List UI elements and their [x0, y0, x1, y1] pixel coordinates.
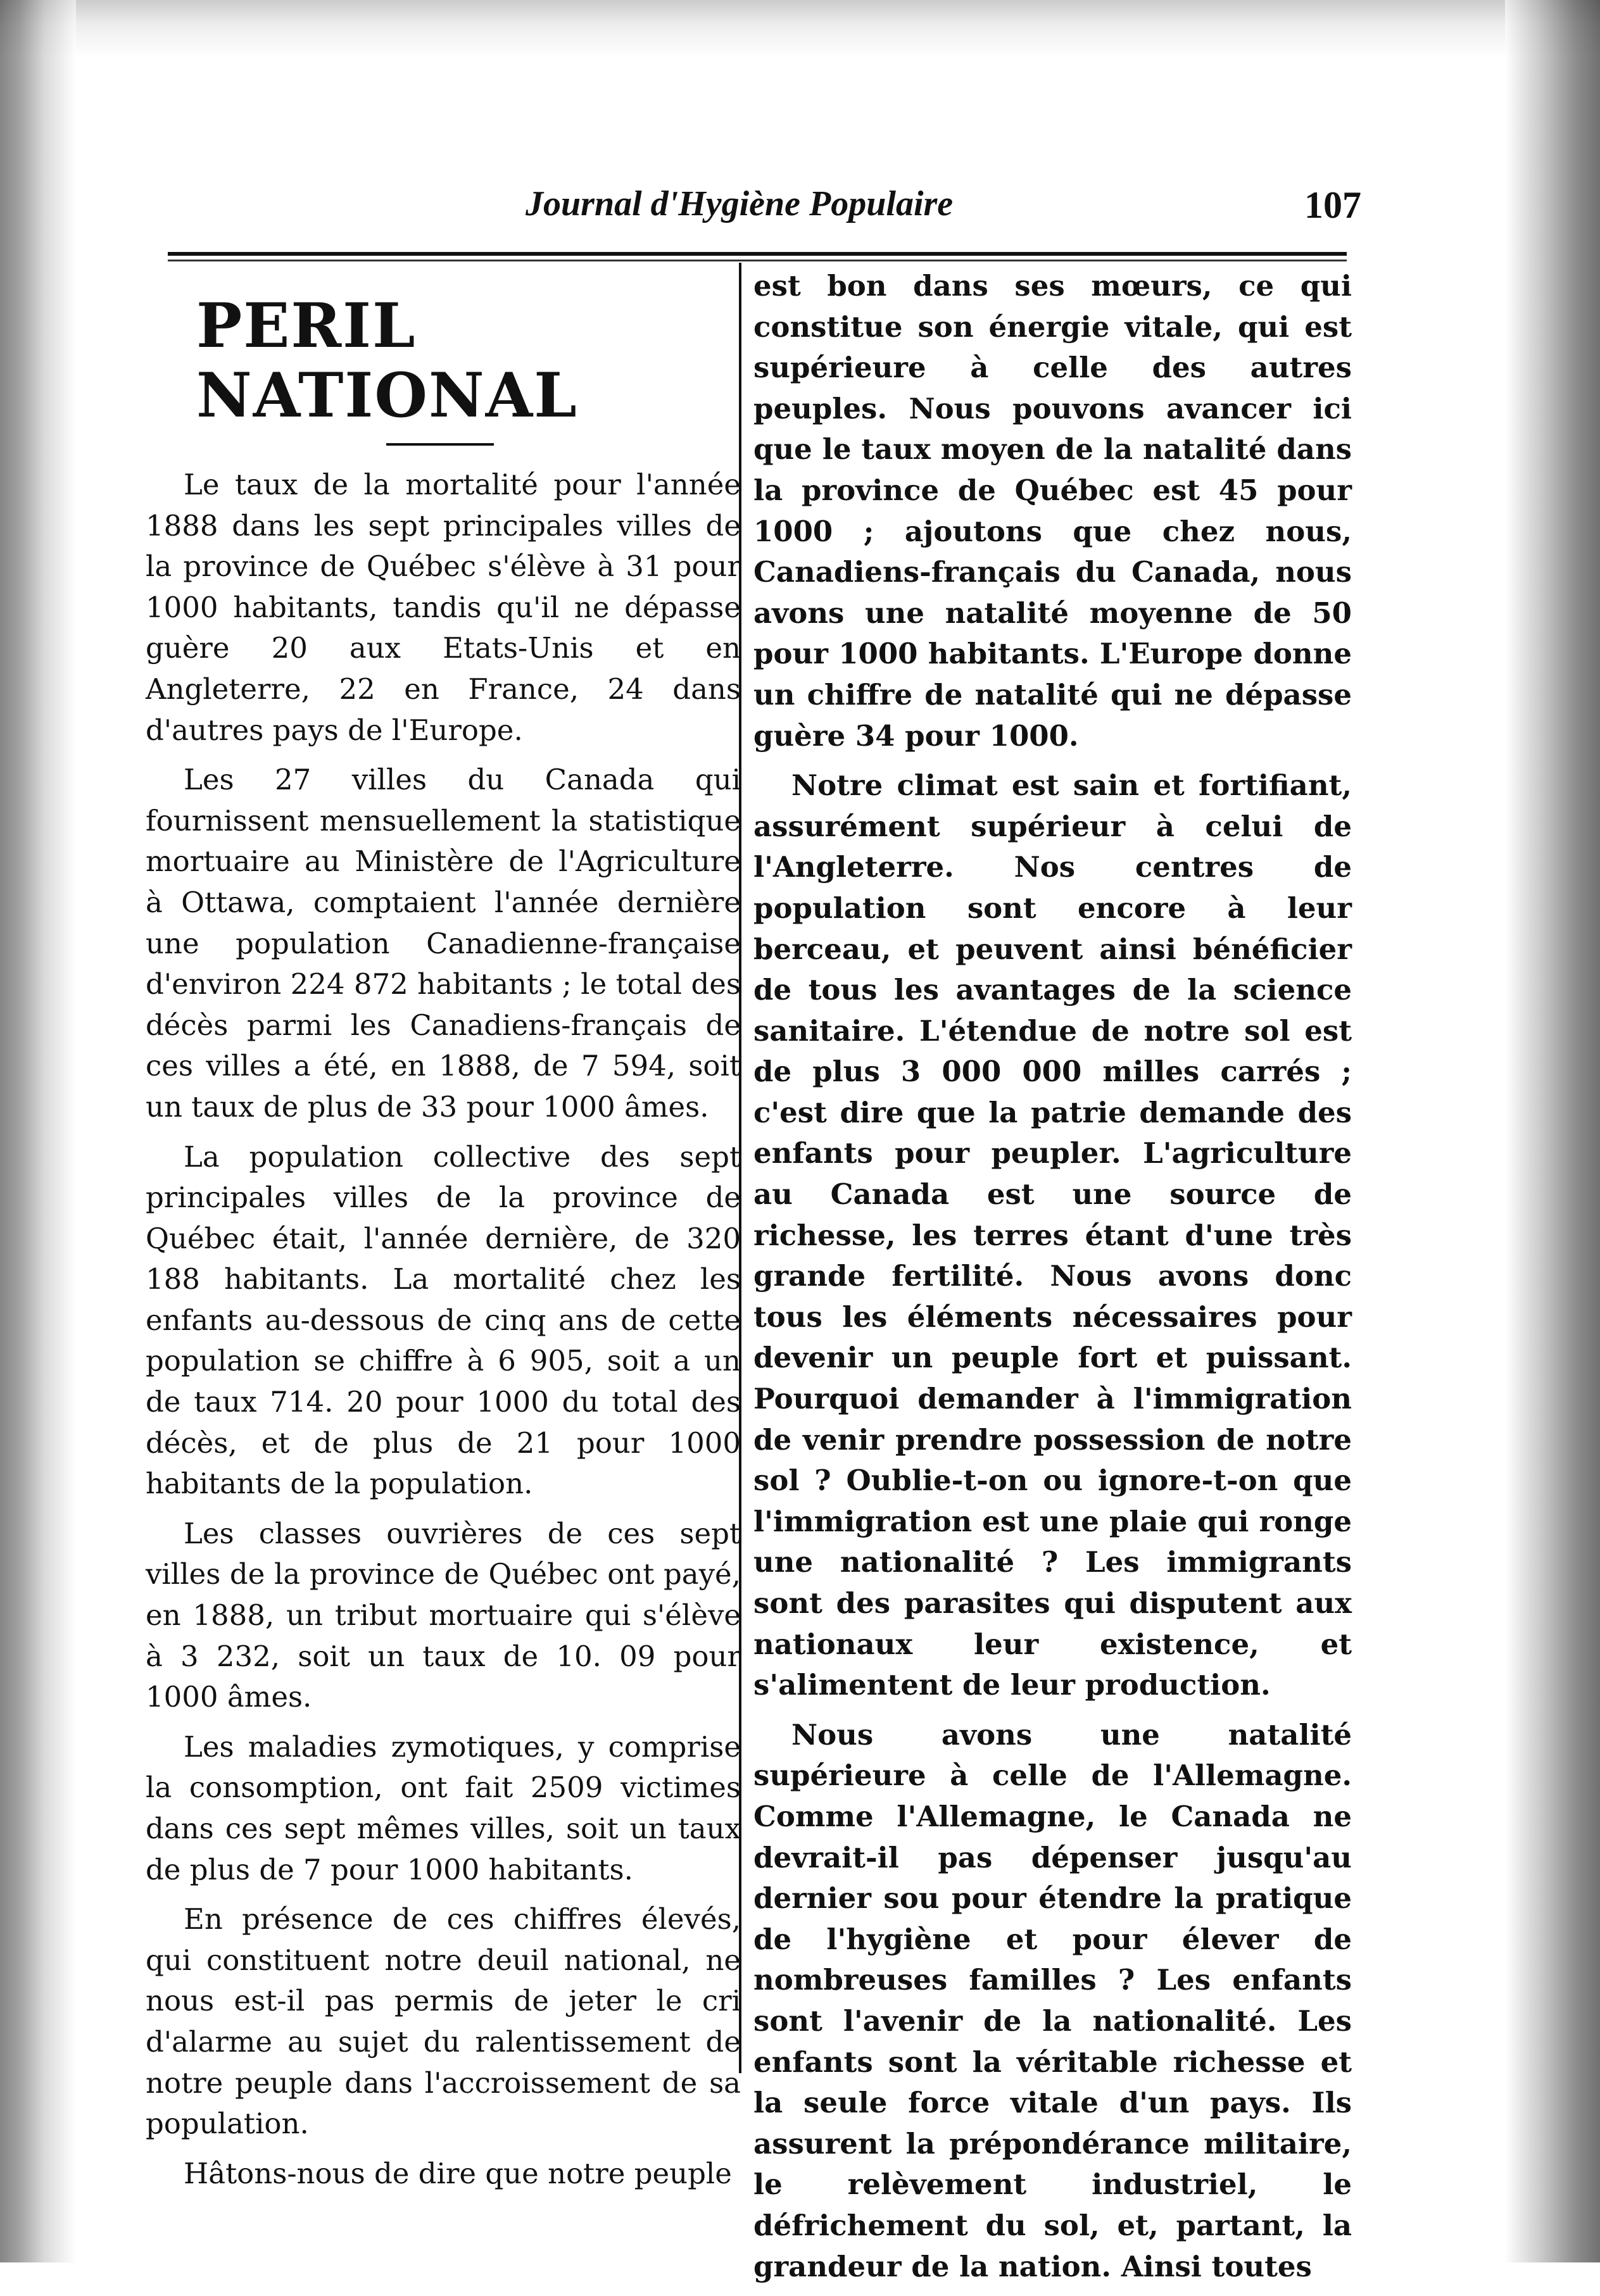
- header-rule-thin: [168, 260, 1347, 261]
- paragraph: Notre climat est sain et fortifiant, assurément supérieur à celui de l'Angleterre. Nos centres de population sont encore à leur berceau, et peuvent ainsi bénéficier de tous les avantages de la science sanitaire. L'étendue de notre sol est de plus 3 000 000 milles carrés ; c'est dire que la patrie demande des enfants pour peupler. L'agriculture au Canada est une source de richesse, les terres étant d'une très grande fertilité. Nous avons donc tous les éléments nécessaires pour devenir un peuple fort et puissant. Pourquoi demander à l'immigration de venir prendre possession de notre sol ? Oublie-t-on ou ignore-t-on que l'immigration est une plaie qui ronge une nationalité ? Les immigrants sont des parasites qui disputent aux nationaux leur existence, et s'alimentent de leur production.: [753, 768, 1352, 1702]
- scan-edge-left: [0, 0, 76, 2262]
- title-rule: [386, 443, 494, 446]
- scan-edge-right: [1505, 0, 1600, 2262]
- paragraph: est bon dans ses mœurs, ce qui constitue son énergie vitale, qui est supérieure à celle des autres peuples. Nous pouvons avancer ici que le taux moyen de la natalité dans la province de Québec est 45 pour 1000 ; ajoutons que chez nous, Canadiens-français du Canada, nous avons une natalité moyenne de 50 pour 1000 habitants. L'Europe donne un chiffre de natalité qui ne dépasse guère 34 pour 1000.: [753, 269, 1352, 753]
- paragraph: En présence de ces chiffres élevés, qui constituent notre deuil national, ne nous est-il pas permis de jeter le cri d'alarme au sujet du ralentissement de notre peuple dans l'accroissement de sa population.: [146, 1902, 741, 2141]
- left-column: [146, 266, 741, 2203]
- scan-edge-top: [0, 0, 1600, 57]
- page-number: 107: [1304, 184, 1361, 226]
- paragraph: Nous avons une natalité supérieure à celle de l'Allemagne. Comme l'Allemagne, le Canada ne devrait-il pas dépenser jusqu'au dernier sou pour étendre la pratique de l'hygiène et pour élever de nombreuses familles ? Les enfants sont l'avenir de la nationalité. Les enfants sont la véritable richesse et la seule force vitale d'un pays. Ils assurent la prépondérance militaire, le relèvement industriel, le défrichement du sol, et, partant, la grandeur de la nation. Ainsi toutes: [753, 1717, 1352, 2283]
- journal-title: Journal d'Hygiène Populaire: [526, 184, 954, 223]
- paragraph: Les 27 villes du Canada qui fournissent mensuellement la statistique mortuaire au Ministère de l'Agriculture à Ottawa, comptaient l'année dernière une population Canadienne-française d'environ 224 872 habitants ; le total des décès parmi les Canadiens-français de ces villes a été, en 1888, de 7 594, soit un taux de plus de 33 pour 1000 âmes.: [146, 763, 741, 1124]
- paragraph: Le taux de la mortalité pour l'année 1888 dans les sept principales villes de la province de Québec s'élève à 31 pour 1000 habitants, tandis qu'il ne dépasse guère 20 aux Etats-Unis et en Angleterre, 22 en France, 24 dans d'autres pays de l'Europe.: [146, 468, 741, 747]
- running-header: [526, 184, 1361, 234]
- right-column: [753, 266, 1352, 2296]
- paragraph: La population collective des sept principales villes de la province de Québec était, l'année dernière, de 320 188 habitants. La mortalité chez les enfants au-dessous de cinq ans de cette population se chiffre à 6 905, soit a un de taux 714. 20 pour 1000 du total des décès, et de plus de 21 pour 1000 habitants de la population.: [146, 1139, 741, 1501]
- paragraph: Les classes ouvrières de ces sept villes de la province de Québec ont payé, en 1888, un tribut mortuaire qui s'élève à 3 232, soit un taux de 10. 09 pour 1000 âmes.: [146, 1516, 741, 1714]
- article-title: PERIL NATIONAL: [196, 290, 578, 431]
- paragraph: Les maladies zymotiques, y comprise la consomption, ont fait 2509 victimes dans ces sept mêmes villes, soit un taux de plus de 7 pour 1000 habitants.: [146, 1729, 741, 1886]
- header-rule: [168, 252, 1347, 256]
- paragraph: Hâtons-nous de dire que notre peuple: [184, 2156, 732, 2190]
